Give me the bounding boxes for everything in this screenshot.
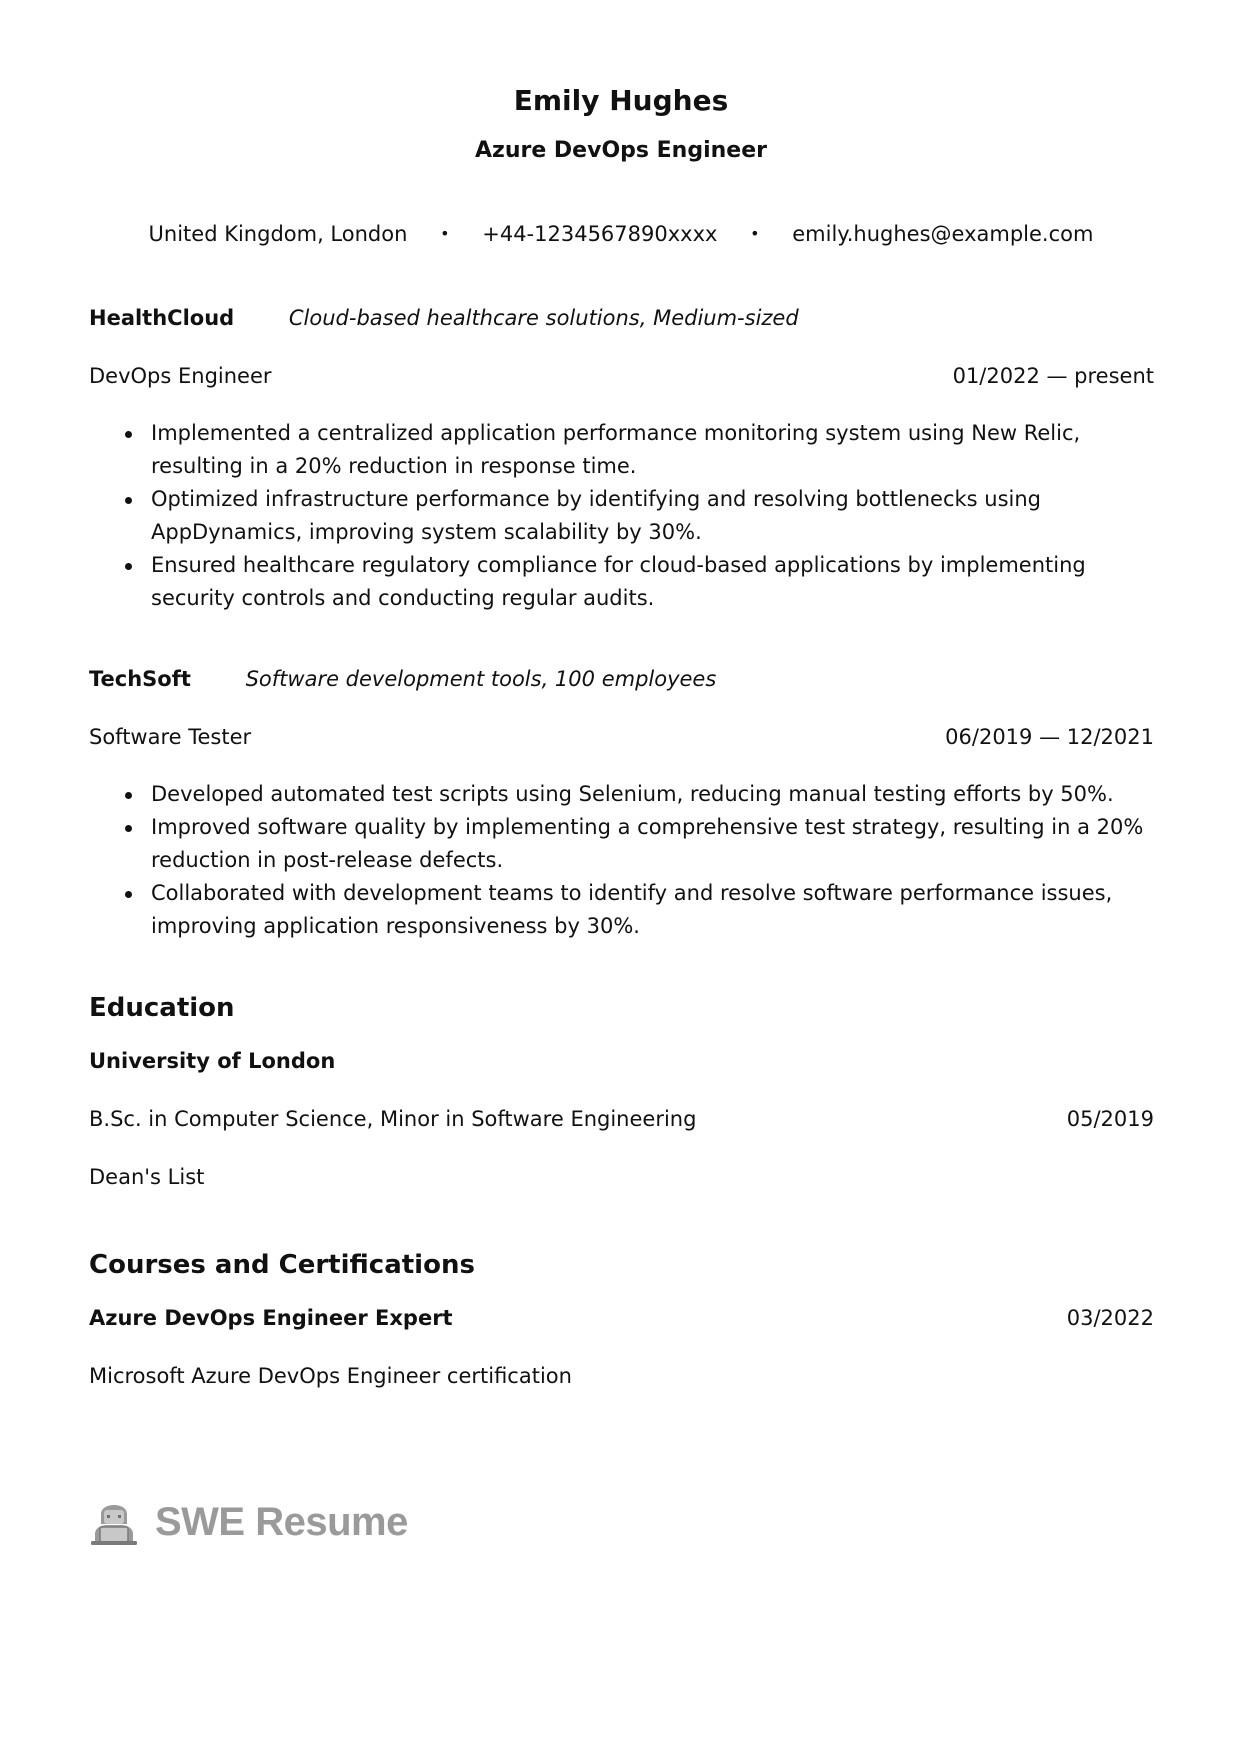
degree-row	[89, 1104, 1154, 1134]
school-name: University of London	[89, 1049, 336, 1073]
brand-name: SWE Resume	[155, 1499, 408, 1544]
contact-separator: •	[750, 224, 760, 243]
brand-logo[interactable]	[89, 1494, 408, 1550]
achievement-item: Improved software quality by implementing a comprehensive test strategy, resulting in a 20% reduction in post-release defects.	[151, 811, 1154, 877]
company-name: TechSoft	[89, 667, 191, 691]
certifications-section	[89, 1247, 1154, 1391]
education-section	[89, 990, 1154, 1192]
education-heading: Education	[89, 993, 235, 1023]
certification-description: Microsoft Azure DevOps Engineer certification	[89, 1364, 572, 1388]
achievement-item: Collaborated with development teams to identify and resolve software performance issues, improving application responsiveness by 30%.	[151, 877, 1154, 943]
candidate-name: Emily Hughes	[513, 84, 729, 117]
person-at-laptop-icon	[89, 1494, 139, 1550]
contact-info	[0, 222, 1242, 246]
role-line	[89, 361, 1154, 391]
experience-item	[89, 303, 1154, 615]
degree-name: B.Sc. in Computer Science, Minor in Software Engineering	[89, 1107, 697, 1131]
certification-row	[89, 1303, 1154, 1333]
company-description: Software development tools, 100 employees	[245, 667, 717, 691]
achievement-list	[89, 778, 1154, 943]
achievement-item: Ensured healthcare regulatory compliance for cloud-based applications by implementing security controls and conducting regular audits.	[151, 549, 1154, 615]
company-description: Cloud-based healthcare solutions, Medium-sized	[288, 306, 799, 330]
degree-date: 05/2019	[1066, 1107, 1154, 1131]
achievement-list	[89, 417, 1154, 615]
candidate-title: Azure DevOps Engineer	[475, 138, 767, 163]
certification-name: Azure DevOps Engineer Expert	[89, 1306, 453, 1330]
company-line	[89, 664, 1154, 694]
role-dates: 06/2019 — 12/2021	[945, 725, 1154, 749]
certification-date: 03/2022	[1066, 1306, 1154, 1330]
achievement-item: Optimized infrastructure performance by identifying and resolving bottlenecks using AppDynamics, improving system scalability by 30%.	[151, 483, 1154, 549]
experience-item	[89, 664, 1154, 943]
contact-phone[interactable]: +44-1234567890xxxx	[482, 222, 718, 246]
certifications-heading: Courses and Certifications	[89, 1250, 475, 1280]
company-name: HealthCloud	[89, 306, 235, 330]
achievement-item: Implemented a centralized application performance monitoring system using New Relic, resulting in a 20% reduction in response time.	[151, 417, 1154, 483]
education-honor: Dean's List	[89, 1165, 205, 1189]
contact-separator: •	[440, 224, 450, 243]
company-line	[89, 303, 1154, 333]
role-title: DevOps Engineer	[89, 364, 272, 388]
contact-location: United Kingdom, London	[148, 222, 408, 246]
contact-email[interactable]: emily.hughes@example.com	[792, 222, 1094, 246]
role-dates: 01/2022 — present	[952, 364, 1154, 388]
role-line	[89, 722, 1154, 752]
role-title: Software Tester	[89, 725, 252, 749]
achievement-item: Developed automated test scripts using Selenium, reducing manual testing efforts by 50%.	[151, 778, 1154, 811]
